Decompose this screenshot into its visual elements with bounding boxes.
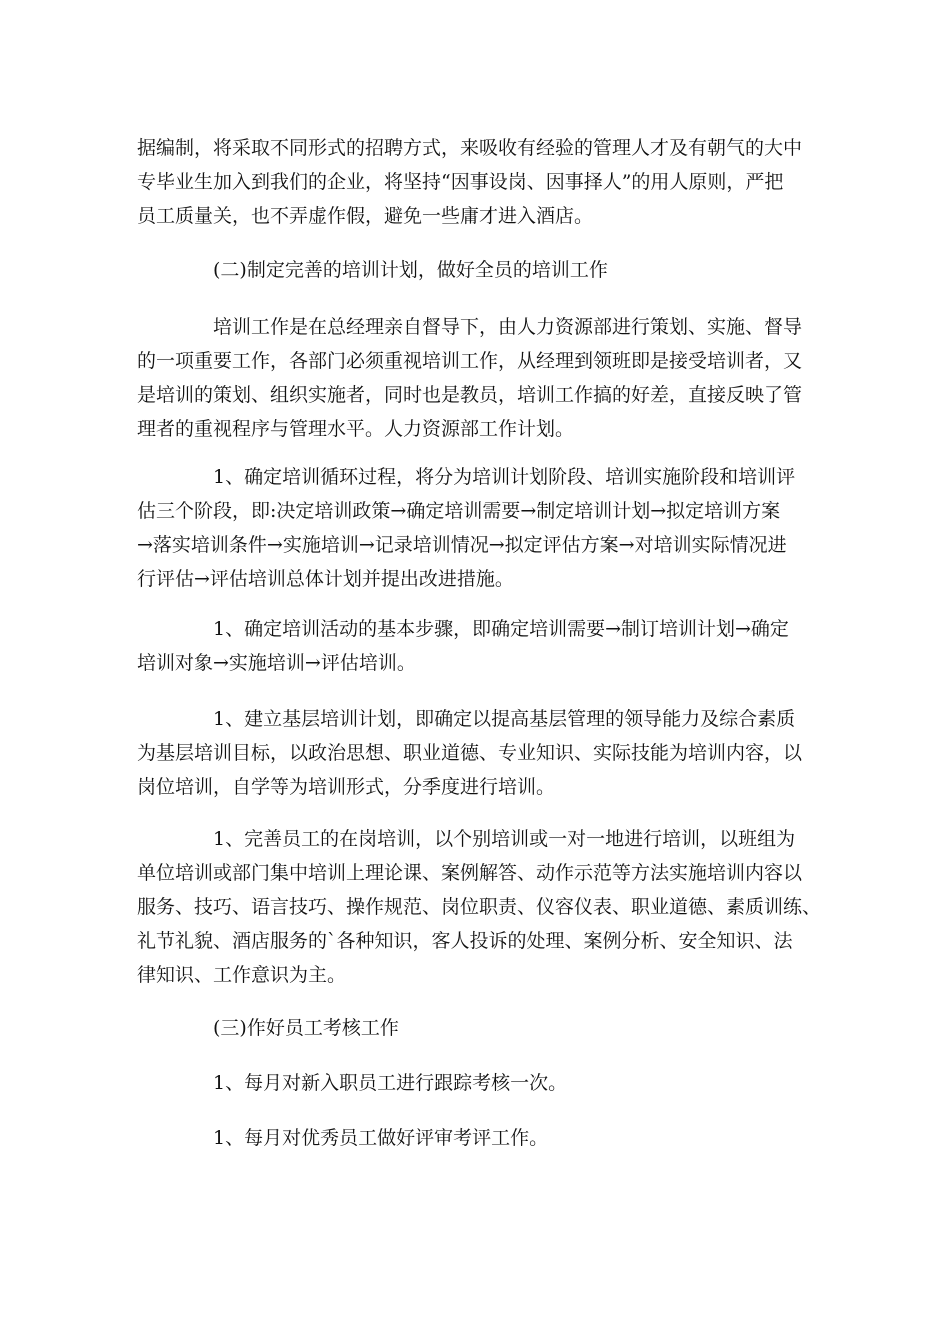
text-line: 为基层培训目标，以政治思想、职业道德、专业知识、实际技能为培训内容，以 [137, 742, 803, 764]
paragraph-onjob-training [137, 822, 822, 992]
text-line: 是培训的策划、组织实施者，同时也是教员，培训工作搞的好差，直接反映了管 [137, 384, 803, 406]
text-line: 估三个阶段，即:决定培训政策→确定培训需要→制定培训计划→拟定培训方案 [137, 500, 781, 522]
text-line: 据编制，将采取不同形式的招聘方式，来吸收有经验的管理人才及有朝气的大中 [137, 137, 803, 159]
list-item-monthly-new-staff: 1、每月对新入职员工进行跟踪考核一次。 [213, 1072, 568, 1094]
text-line: 理者的重视程序与管理水平。人力资源部工作计划。 [137, 418, 575, 440]
text-line: 律知识、工作意识为主。 [137, 964, 347, 986]
text-line: 单位培训或部门集中培训上理论课、案例解答、动作示范等方法实施培训内容以 [137, 862, 803, 884]
paragraph-training-cycle [137, 460, 817, 596]
text-line: 1、确定培训活动的基本步骤，即确定培训需要→制订培训计划→确定 [213, 618, 789, 640]
text-line: 培训工作是在总经理亲自督导下，由人力资源部进行策划、实施、督导 [213, 316, 803, 338]
section-heading-training-plan: (二)制定完善的培训计划，做好全员的培训工作 [213, 259, 608, 281]
text-line: 的一项重要工作，各部门必须重视培训工作，从经理到领班即是接受培训者，又 [137, 350, 803, 372]
text-line: 培训对象→实施培训→评估培训。 [137, 652, 416, 674]
text-line: 1、建立基层培训计划，即确定以提高基层管理的领导能力及综合素质 [213, 708, 796, 730]
text-line: 礼节礼貌、酒店服务的`各种知识，客人投诉的处理、案例分析、安全知识、法 [137, 930, 793, 952]
paragraph-recruitment [137, 131, 817, 233]
text-line: 员工质量关，也不弄虚作假，避免一些庸才进入酒店。 [137, 205, 594, 227]
text-line: 行评估→评估培训总体计划并提出改进措施。 [137, 568, 514, 590]
text-line: →落实培训条件→实施培训→记录培训情况→拟定评估方案→对培训实际情况进 [137, 534, 787, 556]
text-line: 1、完善员工的在岗培训，以个别培训或一对一地进行培训，以班组为 [213, 828, 796, 850]
text-line: 岗位培训，自学等为培训形式，分季度进行培训。 [137, 776, 556, 798]
section-heading-assessment: (三)作好员工考核工作 [213, 1017, 399, 1039]
text-line: 服务、技巧、语言技巧、操作规范、岗位职责、仪容仪表、职业道德、素质训练、 [137, 896, 822, 918]
paragraph-training-overview [137, 310, 817, 446]
text-line: 专毕业生加入到我们的企业，将坚持“因事设岗、因事择人”的用人原则，严把 [137, 171, 784, 193]
paragraph-grassroots-training [137, 702, 817, 804]
text-line: 1、确定培训循环过程，将分为培训计划阶段、培训实施阶段和培训评 [213, 466, 796, 488]
paragraph-training-steps [137, 612, 817, 680]
list-item-monthly-excellent-staff: 1、每月对优秀员工做好评审考评工作。 [213, 1127, 549, 1149]
